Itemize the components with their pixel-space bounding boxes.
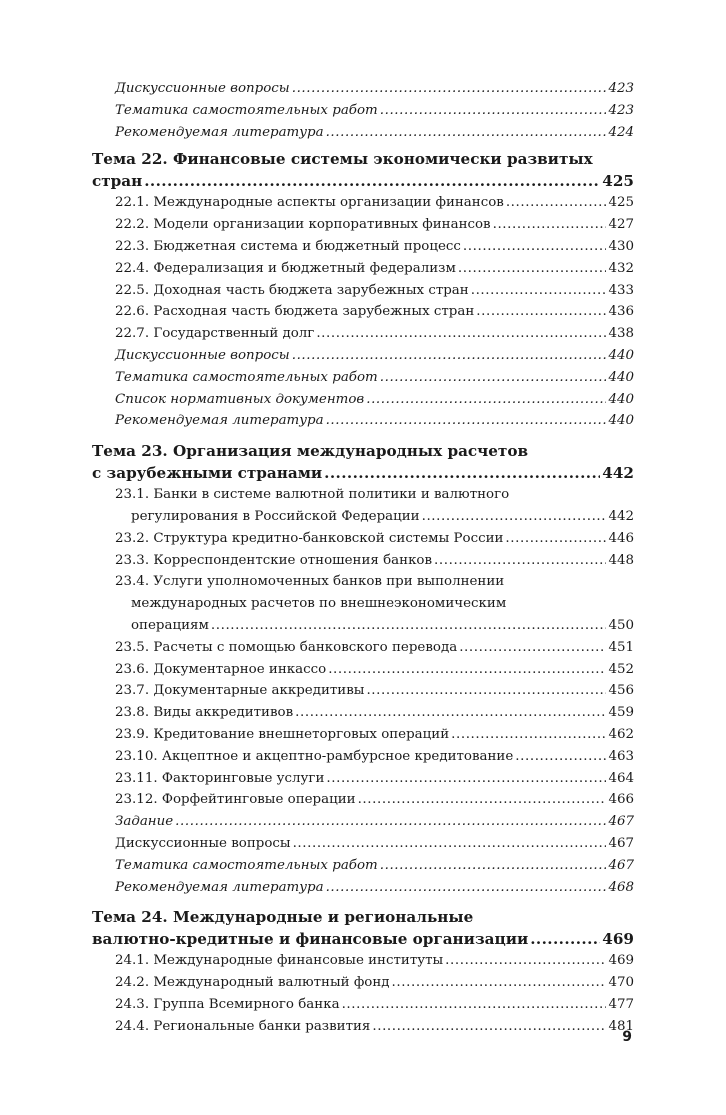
toc-entry	[92, 972, 634, 994]
toc-page-number: 433	[608, 282, 634, 298]
toc-entry	[92, 789, 634, 811]
dot-leader	[471, 280, 607, 302]
toc-entry	[92, 236, 634, 258]
toc-page-number: 440	[608, 391, 634, 407]
toc-entry	[92, 367, 634, 389]
toc-page-number: 446	[608, 530, 634, 546]
toc-entry	[92, 637, 634, 659]
toc-page-number: 424	[608, 124, 634, 140]
toc-page-number: 477	[608, 996, 634, 1012]
toc-entry-title: 23.6. Документарное инкассо	[115, 661, 327, 677]
toc-entry	[92, 192, 634, 214]
toc-entry	[92, 994, 634, 1016]
toc-entry	[92, 214, 634, 236]
toc-page-number: 423	[608, 81, 634, 96]
dot-leader	[292, 345, 607, 367]
toc-entry-title: Тематика самостоятельных работ	[115, 857, 378, 873]
toc-page-number: 436	[608, 304, 634, 320]
toc-page-number: 438	[608, 326, 634, 342]
dot-leader	[326, 877, 607, 899]
dot-leader	[476, 301, 606, 323]
toc-page-number: 423	[608, 102, 634, 118]
dot-leader	[380, 855, 607, 877]
toc-page-number: 448	[608, 552, 634, 568]
toc-entry-title: 22.3. Бюджетная система и бюджетный процесс	[115, 238, 461, 254]
dot-leader	[295, 702, 606, 724]
toc-entry	[92, 389, 634, 411]
toc-entry	[92, 301, 634, 323]
toc-entry-title: Дискуссионные вопросы	[115, 347, 290, 363]
toc-entry-title-line: Тема 24. Международные и региональные	[92, 908, 474, 927]
toc-entry	[92, 122, 634, 144]
dot-leader	[328, 659, 606, 681]
toc-entry	[92, 855, 634, 877]
dot-leader	[515, 746, 606, 768]
dot-leader	[366, 389, 606, 411]
toc-entry-title: Рекомендуемая литература	[115, 879, 324, 895]
toc-page-number: 440	[608, 347, 634, 363]
dot-leader	[434, 550, 606, 572]
toc-page-number: 467	[608, 857, 634, 873]
toc-page-number: 451	[608, 639, 634, 655]
toc-entry	[92, 659, 634, 681]
dot-leader	[292, 78, 607, 100]
toc-page-number: 469	[608, 953, 634, 969]
toc-entry-title: Дискуссионные вопросы	[115, 835, 291, 851]
toc-entry	[92, 78, 634, 100]
toc-entry	[92, 571, 634, 636]
toc-entry	[92, 724, 634, 746]
toc-entry-title: операциям	[131, 617, 209, 633]
dot-leader	[366, 680, 606, 702]
dot-leader	[358, 789, 607, 811]
dot-leader	[506, 192, 607, 214]
toc-entry	[92, 323, 634, 345]
toc-entry	[92, 680, 634, 702]
dot-leader	[326, 122, 607, 144]
dot-leader	[324, 462, 600, 484]
toc-page-number: 452	[608, 661, 634, 677]
dot-leader	[175, 811, 606, 833]
toc-entry	[92, 528, 634, 550]
toc-page-number: 467	[608, 835, 634, 851]
toc-entry-title: Рекомендуемая литература	[115, 124, 324, 140]
toc-page-number: 440	[608, 413, 634, 429]
toc-entry-title-line: Тема 22. Финансовые системы экономически развитых	[92, 150, 593, 169]
toc-page-number: 470	[608, 975, 634, 991]
dot-leader	[380, 367, 607, 389]
toc-entry	[92, 100, 634, 122]
dot-leader	[463, 236, 607, 258]
dot-leader	[493, 214, 607, 236]
toc-page-number: 463	[608, 748, 634, 764]
toc-entry	[92, 950, 634, 972]
toc-entry-title: 23.2. Структура кредитно-банковской системы России	[115, 530, 504, 546]
dot-leader	[459, 637, 606, 659]
toc-entry	[92, 280, 634, 302]
toc-chapter	[92, 440, 634, 484]
toc-page-number: 481	[608, 1018, 634, 1034]
toc-entry-title: 22.4. Федерализация и бюджетный федерализм	[115, 260, 456, 276]
toc-page-number: 464	[608, 770, 634, 786]
toc-entry-title: регулирования в Российской Федерации	[131, 508, 420, 524]
toc-entry-title: Дискуссионные вопросы	[115, 81, 290, 96]
toc-entry-title: Тематика самостоятельных работ	[115, 102, 378, 118]
toc-entry	[92, 258, 634, 280]
toc-page-number: 430	[608, 238, 634, 254]
toc-entry-title: стран	[92, 172, 143, 191]
toc-entry-title: 22.1. Международные аспекты организации финансов	[115, 195, 504, 211]
toc-page-number: 432	[608, 260, 634, 276]
dot-leader	[445, 950, 606, 972]
toc-entry	[92, 746, 634, 768]
toc-entry-title: 23.12. Форфейтинговые операции	[115, 792, 356, 808]
toc-page-number: 467	[608, 814, 634, 830]
toc-entry-title: валютно-кредитные и финансовые организации	[92, 930, 529, 949]
dot-leader	[316, 323, 606, 345]
toc-page-number: 469	[602, 930, 634, 949]
page-number: 9	[622, 1029, 632, 1045]
toc-entry-title-line: 23.1. Банки в системе валютной политики и валютного	[115, 487, 510, 503]
toc-entry-title-line: 23.4. Услуги уполномоченных банков при выполнении	[115, 574, 505, 590]
toc-page-number: 468	[608, 879, 634, 895]
toc-entry-title: Список нормативных документов	[115, 391, 365, 407]
toc-page-number: 425	[602, 172, 634, 191]
toc-entry-title: 24.1. Международные финансовые институты	[115, 953, 444, 969]
toc-page-number: 462	[608, 726, 634, 742]
toc-page-number: 459	[608, 705, 634, 721]
dot-leader	[380, 100, 607, 122]
toc-entry-title: 23.3. Корреспондентские отношения банков	[115, 552, 433, 568]
toc-entry	[92, 768, 634, 790]
dot-leader	[342, 994, 607, 1016]
toc-page-number: 450	[608, 617, 634, 633]
toc-entry-title: 22.5. Доходная часть бюджета зарубежных стран	[115, 282, 469, 298]
dot-leader	[505, 528, 606, 550]
toc-chapter	[92, 906, 634, 950]
toc-entry	[92, 702, 634, 724]
dot-leader	[451, 724, 606, 746]
dot-leader	[211, 615, 607, 637]
toc-page-number: 466	[608, 792, 634, 808]
dot-leader	[144, 170, 600, 192]
toc-chapter	[92, 148, 634, 192]
toc-page-number: 442	[602, 464, 634, 483]
toc-entry	[92, 410, 634, 432]
toc-entry-title: 23.8. Виды аккредитивов	[115, 705, 294, 721]
toc-entry	[92, 484, 634, 528]
toc-page-number: 427	[608, 217, 634, 233]
toc-entry-title: Задание	[115, 814, 174, 830]
toc-entry	[92, 811, 634, 833]
toc-entry-title: 22.7. Государственный долг	[115, 326, 315, 342]
toc-page-number: 456	[608, 683, 634, 699]
toc-entry-title: 23.9. Кредитование внешнеторговых операций	[115, 726, 450, 742]
dot-leader	[530, 928, 600, 950]
table-of-contents	[92, 78, 634, 1037]
dot-leader	[392, 972, 607, 994]
toc-entry-title: Тематика самостоятельных работ	[115, 369, 378, 385]
toc-entry	[92, 877, 634, 899]
toc-entry	[92, 345, 634, 367]
toc-entry-title: 24.3. Группа Всемирного банка	[115, 996, 340, 1012]
toc-entry-title: 24.4. Региональные банки развития	[115, 1018, 371, 1034]
toc-entry-title: 22.6. Расходная часть бюджета зарубежных стран	[115, 304, 475, 320]
toc-entry-title-line: международных расчетов по внешнеэкономическим	[131, 596, 507, 612]
toc-entry-title: 22.2. Модели организации корпоративных финансов	[115, 217, 491, 233]
toc-entry	[92, 1016, 634, 1038]
toc-entry-title: Рекомендуемая литература	[115, 413, 324, 429]
toc-page-number: 442	[608, 508, 634, 524]
dot-leader	[372, 1016, 606, 1038]
toc-entry	[92, 550, 634, 572]
toc-entry-title-line: Тема 23. Организация международных расчетов	[92, 442, 529, 461]
toc-entry-title: с зарубежными странами	[92, 464, 323, 483]
dot-leader	[326, 768, 606, 790]
toc-entry-title: 23.7. Документарные аккредитивы	[115, 683, 365, 699]
toc-page-number: 425	[608, 195, 634, 211]
dot-leader	[458, 258, 607, 280]
toc-entry-title: 23.5. Расчеты с помощью банковского перевода	[115, 639, 458, 655]
toc-entry-title: 23.11. Факторинговые услуги	[115, 770, 325, 786]
toc-entry-title: 24.2. Международный валютный фонд	[115, 975, 390, 991]
toc-page-number: 440	[608, 369, 634, 385]
dot-leader	[422, 506, 607, 528]
toc-entry	[92, 833, 634, 855]
dot-leader	[293, 833, 607, 855]
dot-leader	[326, 410, 607, 432]
toc-entry-title: 23.10. Акцептное и акцептно-рамбурсное кредитование	[115, 748, 514, 764]
